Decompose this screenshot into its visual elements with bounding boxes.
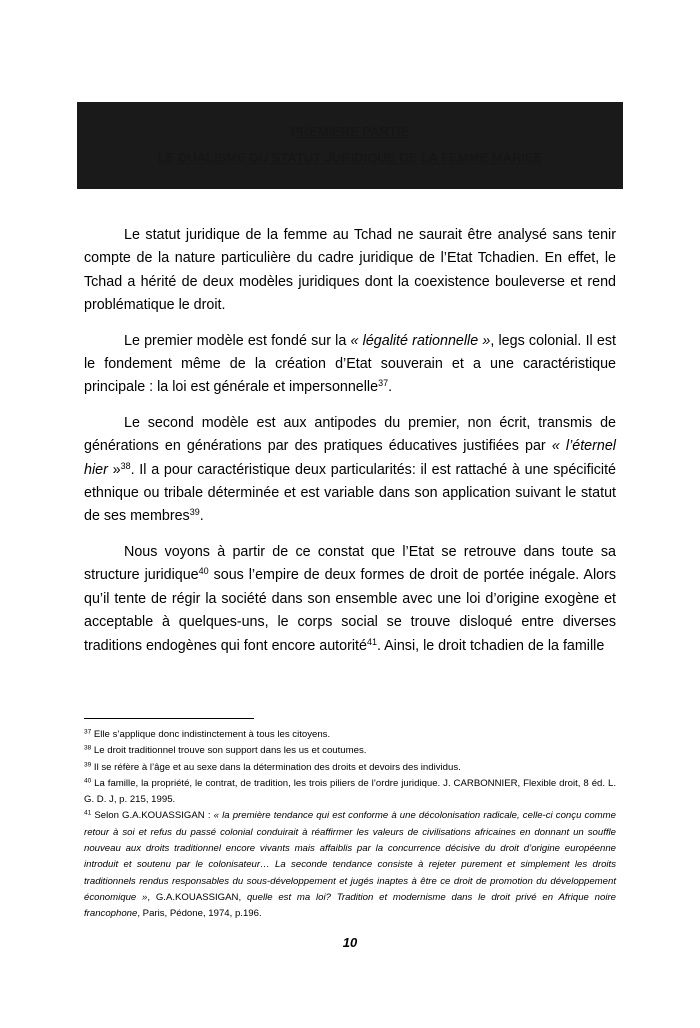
footnote-40 [84,776,616,809]
part-header-box [77,102,623,189]
body-text [84,224,616,670]
footnote-ref-37[interactable]: 37 [378,378,389,389]
footnote-ref-38[interactable]: 38 [120,460,131,471]
footnote-text: Elle s’applique donc indistinctement à tous les citoyens. [91,729,331,740]
footnote-text: , G.A.KOUASSIGAN, [147,891,247,903]
paragraph-1: Le statut juridique de la femme au Tchad ne saurait être analysé sans tenir compte de la nature particulière du cadre juridique de l’Etat Tchadien. En effet, le Tchad a hérité de deux modèles juridiques dont la coexistence bouleverse et rend problématique le droit. [84,227,616,314]
text-run: » [107,461,121,478]
paragraph-4 [84,541,616,658]
page-number: 10 [342,935,358,950]
text-run: . Il a pour caractéristique deux particularités: il est rattaché à une spécificité ethnique ou tribale déterminée et est variable dans son application suivant le statut de ses membres [84,461,616,525]
text-run: Le premier modèle est fondé sur la [124,332,351,349]
footnote-number: 37 [84,728,92,736]
footnote-quote: « la première tendance qui est conforme à une décolonisation radicale, celle-ci conçu comme retour à soi et refus du passé colonial conduirait à réaffirmer les valeurs de civilisations africaines en donnant un souffle nouveau aux droits traditionnel encore vivants mais affaiblis par la concurrence décisive du droit d’origine européenne introduit et soutenu par le colonisateur… La seconde tendance consiste à rejeter purement et simplement les droits traditionnels rendus responsables du sous-développement et jugés inaptes à être ce droit de promotion du développement économique » [84,810,616,903]
footnote-book-title: quelle est ma loi? Tradition et modernisme dans le droit privé en Afrique noire francophone [84,891,616,920]
footnote-39 [84,760,616,776]
text-run: . [199,508,204,525]
italic-quote: « l’éternel hier [84,438,616,478]
footnote-text: Selon G.A.KOUASSIGAN : [91,810,214,822]
footnote-ref-40[interactable]: 40 [198,566,209,577]
text-run: . Ainsi, le droit tchadien de la famille [376,637,605,654]
text-run: Le second modèle est aux antipodes du premier, non écrit, transmis de générations en générations par des pratiques éducatives justifiées par [84,414,616,455]
text-run: Nous voyons à partir de ce constat que l’Etat se retrouve dans toute sa structure juridique [84,543,616,584]
footnote-number: 41 [84,809,92,817]
footnote-text: , Paris, Pédone, 1974, p.196. [137,908,262,920]
footnote-text: Il se réfère à l’âge et au sexe dans la détermination des droits et devoirs des individus. [91,761,461,773]
paragraph-2 [84,330,616,400]
footnote-text: La famille, la propriété, le contrat, de tradition, les trois piliers de l’ordre juridique. J. CARBONNIER, Flexible droit, 8 éd. L. G. D. J, p. 215, 1995. [84,777,616,806]
paragraph-3 [84,412,616,529]
footnotes [84,727,616,923]
footnote-separator [84,718,254,719]
text-run: . [388,379,393,396]
footnote-number: 38 [84,744,92,752]
footnote-37 [84,727,616,743]
footnote-text: Le droit traditionnel trouve son support dans les us et coutumes. [91,745,367,757]
footnote-number: 39 [84,761,92,769]
text-run: , legs colonial. Il est le fondement même de la création d’Etat souverain et a une caractéristique principale : la loi est générale et impersonnelle [84,332,616,396]
italic-quote: « légalité rationnelle » [350,332,491,349]
footnote-41 [84,808,616,922]
part-title: PREMIERE PARTIE [290,124,410,139]
footnote-38 [84,743,616,759]
footnote-ref-41[interactable]: 41 [366,636,377,647]
footnote-ref-39[interactable]: 39 [189,507,200,518]
part-subtitle: LE DUALISME DU STATUT JURIDIQUE DE LA FEMME MARIEE [157,150,543,165]
footnote-number: 40 [84,777,92,785]
text-run: sous l’empire de deux formes de droit de portée inégale. Alors qu’il tente de régir la société dans son ensemble avec une loi d’origine exogène et acceptable à quelques-uns, le corps social se trouve disloqué entre diverses traditions endogènes qui font encore autorité [84,567,616,654]
